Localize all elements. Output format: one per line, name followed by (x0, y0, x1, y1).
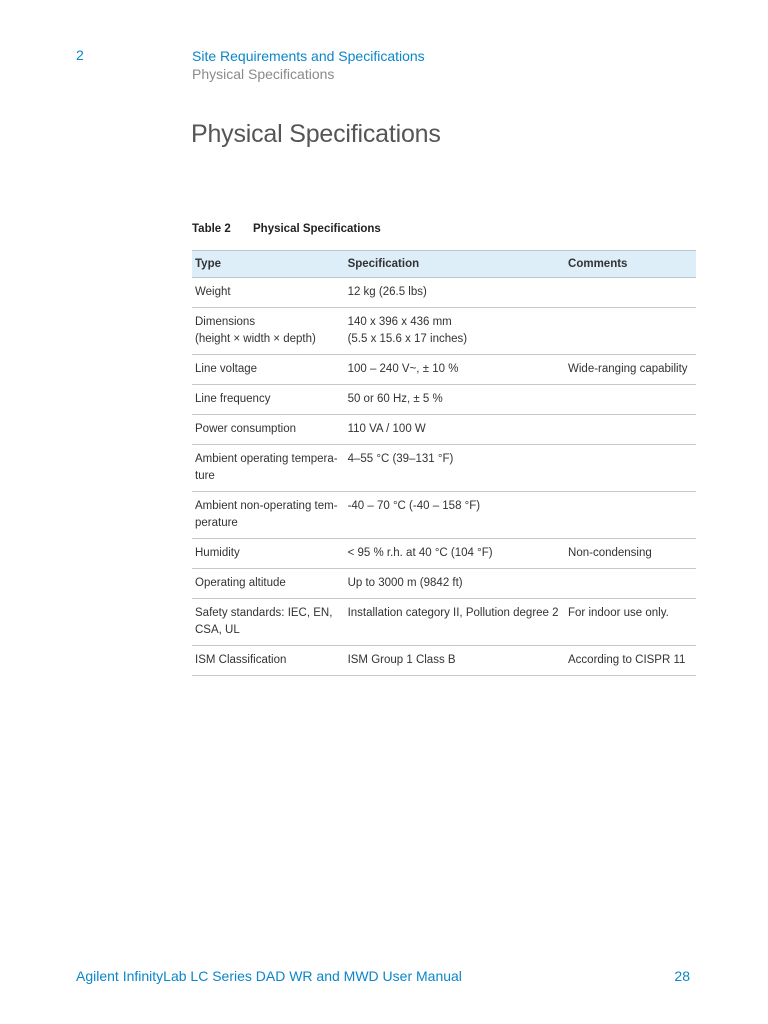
table-row (192, 445, 696, 492)
cell-type: Line voltage (192, 355, 345, 385)
cell-specification: 4–55 °C (39–131 °F) (345, 445, 565, 492)
column-header-type: Type (192, 251, 345, 278)
cell-type: Weight (192, 278, 345, 308)
column-header-comments: Comments (565, 251, 696, 278)
cell-type: Dimensions (height × width × depth) (192, 308, 345, 355)
cell-specification: 110 VA / 100 W (345, 415, 565, 445)
cell-type: Operating altitude (192, 569, 345, 599)
cell-comments (565, 492, 696, 539)
cell-type: Safety standards: IEC, EN, CSA, UL (192, 599, 345, 646)
cell-comments: According to CISPR 11 (565, 646, 696, 676)
running-header (192, 47, 425, 83)
cell-specification: 100 – 240 V~, ± 10 % (345, 355, 565, 385)
cell-comments: Wide-ranging capability (565, 355, 696, 385)
table-header-row (192, 251, 696, 278)
cell-comments: Non-condensing (565, 539, 696, 569)
cell-specification: 12 kg (26.5 lbs) (345, 278, 565, 308)
table-row (192, 355, 696, 385)
footer-manual-title: Agilent InfinityLab LC Series DAD WR and MWD User Manual (76, 968, 462, 984)
table-row (192, 599, 696, 646)
cell-specification: 50 or 60 Hz, ± 5 % (345, 385, 565, 415)
cell-comments (565, 415, 696, 445)
table-row (192, 385, 696, 415)
physical-specifications-table (192, 250, 696, 676)
cell-specification: Installation category II, Pollution degree 2 (345, 599, 565, 646)
cell-comments: For indoor use only. (565, 599, 696, 646)
page-heading: Physical Specifications (191, 120, 441, 148)
chapter-title[interactable]: Site Requirements and Specifications (192, 48, 425, 64)
cell-type: Humidity (192, 539, 345, 569)
table-row (192, 539, 696, 569)
section-title[interactable]: Physical Specifications (192, 66, 335, 82)
cell-type: ISM Classification (192, 646, 345, 676)
table-row (192, 278, 696, 308)
cell-specification: 140 x 396 x 436 mm (5.5 x 15.6 x 17 inches) (345, 308, 565, 355)
cell-comments (565, 445, 696, 492)
table-row (192, 492, 696, 539)
table-caption (192, 223, 381, 235)
cell-comments (565, 569, 696, 599)
cell-comments (565, 278, 696, 308)
cell-specification: ISM Group 1 Class B (345, 646, 565, 676)
cell-type: Power consumption (192, 415, 345, 445)
footer-page-number: 28 (674, 968, 690, 984)
cell-specification: Up to 3000 m (9842 ft) (345, 569, 565, 599)
table-row (192, 569, 696, 599)
chapter-number: 2 (76, 47, 84, 63)
cell-comments (565, 308, 696, 355)
column-header-specification: Specification (345, 251, 565, 278)
cell-type: Line frequency (192, 385, 345, 415)
cell-type: Ambient operating tempera- ture (192, 445, 345, 492)
table-row (192, 308, 696, 355)
table-caption-number: Table 2 (192, 223, 231, 235)
cell-type: Ambient non-operating tem- perature (192, 492, 345, 539)
cell-comments (565, 385, 696, 415)
cell-specification: < 95 % r.h. at 40 °C (104 °F) (345, 539, 565, 569)
table-row (192, 415, 696, 445)
table-row (192, 646, 696, 676)
table-caption-title: Physical Specifications (253, 223, 381, 235)
cell-specification: -40 – 70 °C (-40 – 158 °F) (345, 492, 565, 539)
